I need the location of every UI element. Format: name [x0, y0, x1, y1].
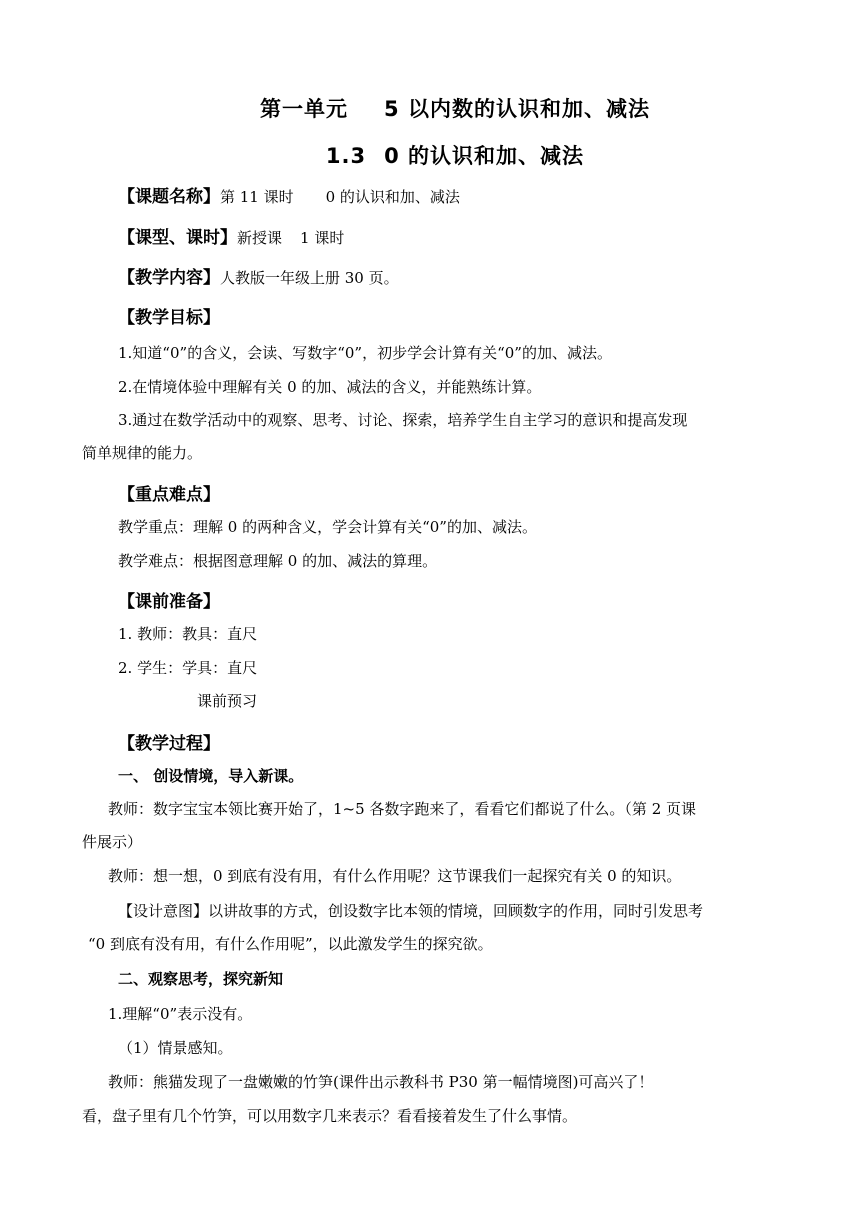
lesson-type-line [118, 227, 344, 249]
step-2-item-1: 1.理解“0”表示没有。 [108, 1005, 253, 1023]
lesson-type-value-b: 1 课时 [300, 229, 345, 247]
content-value: 人教版一年级上册 30 页。 [220, 269, 399, 287]
goal-3-line-1: 3.通过在数学活动中的观察、思考、讨论、探索，培养学生自主学习的意识和提高发现 [118, 411, 688, 429]
unit-label: 第一单元 [260, 97, 349, 121]
process-heading: 【教学过程】 [118, 734, 220, 754]
lesson-type-value-a: 新授课 [237, 229, 283, 247]
content-line [118, 267, 399, 289]
goal-2: 2.在情境体验中理解有关 0 的加、减法的含义，并能熟练计算。 [118, 378, 542, 396]
lesson-type-label: 【课型、课时】 [118, 228, 237, 248]
para-4-line-1: 教师：熊猫发现了一盘嫩嫩的竹笋(课件出示教科书 P30 第一幅情境图)可高兴了！ [108, 1073, 654, 1091]
section-title [25, 140, 860, 170]
step-2-item-1a: （1）情景感知。 [118, 1039, 233, 1057]
section-number: 1.3 [325, 144, 367, 168]
key-points-heading: 【重点难点】 [118, 485, 220, 505]
unit-title [25, 93, 860, 123]
prep-item-2: 2. 学生：学具：直尺 [118, 659, 258, 677]
goal-3-line-2: 简单规律的能力。 [82, 444, 203, 462]
topic-value-b: 0 的认识和加、减法 [325, 188, 460, 206]
step-2-title: 二、观察思考，探究新知 [118, 970, 284, 988]
goals-heading: 【教学目标】 [118, 308, 220, 328]
goal-1: 1.知道“0”的含义，会读、写数字“0”，初步学会计算有关“0”的加、减法。 [118, 344, 612, 362]
prep-heading: 【课前准备】 [118, 592, 220, 612]
prep-item-1: 1. 教师：教具：直尺 [118, 625, 258, 643]
para-1-line-1: 教师：数字宝宝本领比赛开始了，1~5 各数字跑来了，看看它们都说了什么。（第 2 页课 [108, 800, 697, 818]
para-4-line-2: 看，盘子里有几个竹笋，可以用数字几来表示？看看接着发生了什么事情。 [82, 1107, 578, 1125]
teaching-difficulty: 教学难点：根据图意理解 0 的加、减法的算理。 [118, 552, 438, 570]
topic-label: 【课题名称】 [118, 187, 220, 207]
teaching-focus: 教学重点：理解 0 的两种含义，学会计算有关“0”的加、减法。 [118, 518, 537, 536]
prep-item-2b: 课前预习 [197, 692, 258, 710]
para-1-line-2: 件展示） [82, 833, 143, 851]
unit-topic: 5 以内数的认识和加、减法 [384, 97, 650, 121]
design-intent-line-2: “0 到底有没有用，有什么作用呢”，以此激发学生的探究欲。 [88, 935, 493, 953]
design-intent-line-1: 【设计意图】以讲故事的方式，创设数字比本领的情境，回顾数字的作用，同时引发思考 [118, 902, 704, 920]
step-1-title: 一、 创设情境，导入新课。 [118, 767, 304, 785]
content-label: 【教学内容】 [118, 268, 220, 288]
topic-line [118, 186, 460, 208]
para-2: 教师：想一想，0 到底有没有用，有什么作用呢？这节课我们一起探究有关 0 的知识。 [108, 867, 682, 885]
topic-value-a: 第 11 课时 [220, 188, 294, 206]
section-name: 0 的认识和加、减法 [384, 144, 585, 168]
